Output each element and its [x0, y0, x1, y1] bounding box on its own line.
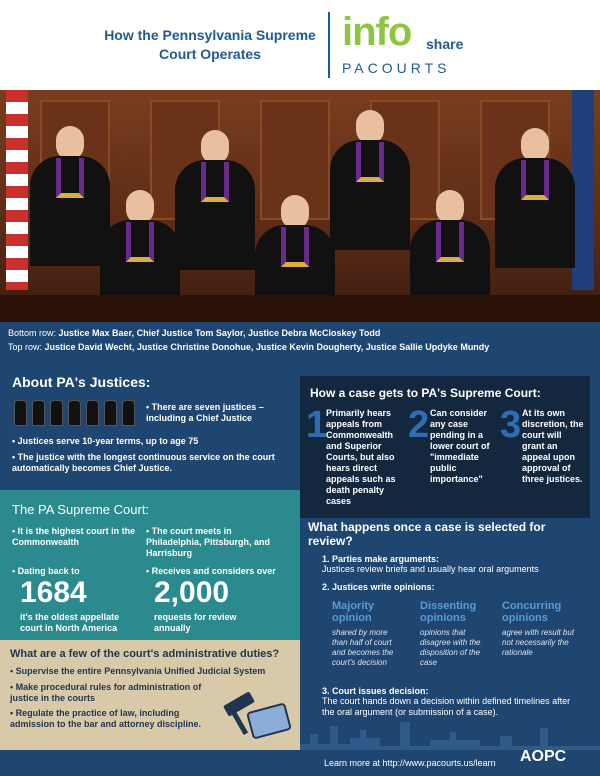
court-title: The PA Supreme Court:: [12, 502, 150, 517]
howcase-title: How a case gets to PA's Supreme Court:: [310, 386, 541, 400]
step-number: 2: [408, 404, 430, 446]
admin-bullet: • Make procedural rules for administration of justice in the courts: [10, 682, 202, 703]
admin-bullet-text: Supervise the entire Pennsylvania Unified Judicial System: [15, 666, 266, 676]
robe-icon: [68, 400, 81, 426]
bench: [0, 295, 600, 322]
caption-bottom-names: Justice Max Baer, Chief Justice Tom Saylor, Justice Debra McCloskey Todd: [58, 328, 381, 338]
about-bullet-text: Justices serve 10-year terms, up to age 75: [17, 436, 199, 446]
robe-icon: [32, 400, 45, 426]
justices-photo: [0, 90, 600, 322]
admin-bullet-text: Regulate the practice of law, including admission to the bar and attorney discipline.: [10, 708, 202, 729]
step-text: At its own discretion, the court will grant an appeal upon approval of three justices.: [522, 408, 584, 484]
court-bullet: • It is the highest court in the Commonwealth: [12, 526, 136, 547]
step-heading: 1. Parties make arguments:: [322, 554, 440, 564]
year-number: 1684: [20, 576, 87, 609]
court-bullet-text: It is the highest court in the Commonwealth: [12, 526, 136, 547]
court-bullet-text: Receives and considers over: [151, 566, 276, 576]
footer: [0, 750, 600, 776]
robe-icon: [50, 400, 63, 426]
about-bullet-text: There are seven justices – including a Chief Justice: [146, 402, 264, 423]
page-title: How the Pennsylvania Supreme Court Operates: [104, 27, 316, 62]
court-bullet: • Dating back to: [12, 566, 80, 576]
requests-number: 2,000: [154, 576, 230, 609]
opinion-title: Majority opinion: [332, 600, 375, 624]
robe-icon: [104, 400, 117, 426]
court-bullet-text: Dating back to: [17, 566, 80, 576]
step-number: 1: [306, 404, 328, 446]
caption-bottom-row: [8, 326, 592, 340]
logo-pacourts-text: PACOURTS: [342, 60, 451, 76]
opinion-title: Dissenting opinions: [420, 600, 477, 624]
footer-link[interactable]: Learn more at http://www.pacourts.us/learn: [324, 758, 496, 768]
logo-info-text: info: [342, 10, 412, 54]
step-heading: 2. Justices write opinions:: [322, 582, 435, 592]
caption-top-names: Justice David Wecht, Justice Christine Donohue, Justice Kevin Dougherty, Justice Sallie Updyke Mundy: [44, 342, 490, 352]
about-bullet: • There are seven justices – including a Chief Justice: [146, 402, 264, 423]
opinion-text: shared by more than half of court and becomes the court's decision: [332, 628, 394, 667]
aopc-logo: AOPC: [520, 748, 567, 765]
opinion-text: opinions that disagree with the disposition of the case: [420, 628, 481, 667]
pa-supreme-court-section: [0, 490, 300, 640]
court-bullet: • Receives and considers over: [146, 566, 276, 576]
logo-share-text: share: [426, 36, 464, 52]
step-text: The court hands down a decision within defined timelines after the oral argument (or submission of a case).: [322, 696, 571, 717]
opinion-title: Concurring opinions: [502, 600, 562, 624]
admin-title: What are a few of the court's administrative duties?: [10, 648, 280, 660]
us-flag: [6, 90, 28, 290]
court-bullet-text: The court meets in Philadelphia, Pittsburgh, and Harrisburg: [146, 526, 271, 558]
selected-title: What happens once a case is selected for review?: [308, 520, 546, 548]
pa-flag: [572, 90, 594, 290]
step-heading: 3. Court issues decision:: [322, 686, 429, 696]
opinion-text: agree with result but not necessarily the rationale: [502, 628, 575, 657]
admin-bullet-text: Make procedural rules for administration of justice in the courts: [10, 682, 202, 703]
robe-icon: [14, 400, 27, 426]
about-bullet-text: The justice with the longest continuous service on the court automatically becomes Chief Justice.: [12, 452, 275, 473]
admin-bullet: • Regulate the practice of law, including admission to the bar and attorney discipline.: [10, 708, 202, 729]
court-bullet-text: it's the oldest appellate court in North America: [20, 612, 120, 633]
step-number: 3: [500, 404, 522, 446]
step-text: Primarily hears appeals from Commonwealth and Superior Courts, but also hears direct appeals such as death penalty cases: [326, 408, 396, 506]
court-bullet: • The court meets in Philadelphia, Pittsburgh, and Harrisburg: [146, 526, 271, 558]
caption-top-label: Top row:: [8, 342, 43, 352]
robe-icon: [86, 400, 99, 426]
about-bullet: • Justices serve 10-year terms, up to age 75: [12, 436, 199, 446]
step-text: Justices review briefs and usually hear oral arguments: [322, 564, 539, 574]
admin-bullet: • Supervise the entire Pennsylvania Unified Judicial System: [10, 666, 266, 676]
photo-caption: [0, 322, 600, 360]
about-title: About PA's Justices:: [12, 374, 151, 390]
infoshare-logo: [342, 10, 482, 82]
caption-top-row: [8, 340, 592, 354]
about-bullet: • The justice with the longest continuous service on the court automatically becomes Chief Justice.: [12, 452, 275, 473]
court-bullet-text: requests for review annually: [154, 612, 237, 633]
robe-icon: [122, 400, 135, 426]
caption-bottom-label: Bottom row:: [8, 328, 57, 338]
about-justices-section: [0, 360, 300, 490]
step-text: Can consider any case pending in a lower court of "immediate public importance": [430, 408, 490, 484]
how-case-gets-section: [300, 376, 590, 518]
header-divider: [328, 12, 330, 78]
header: [0, 0, 600, 90]
